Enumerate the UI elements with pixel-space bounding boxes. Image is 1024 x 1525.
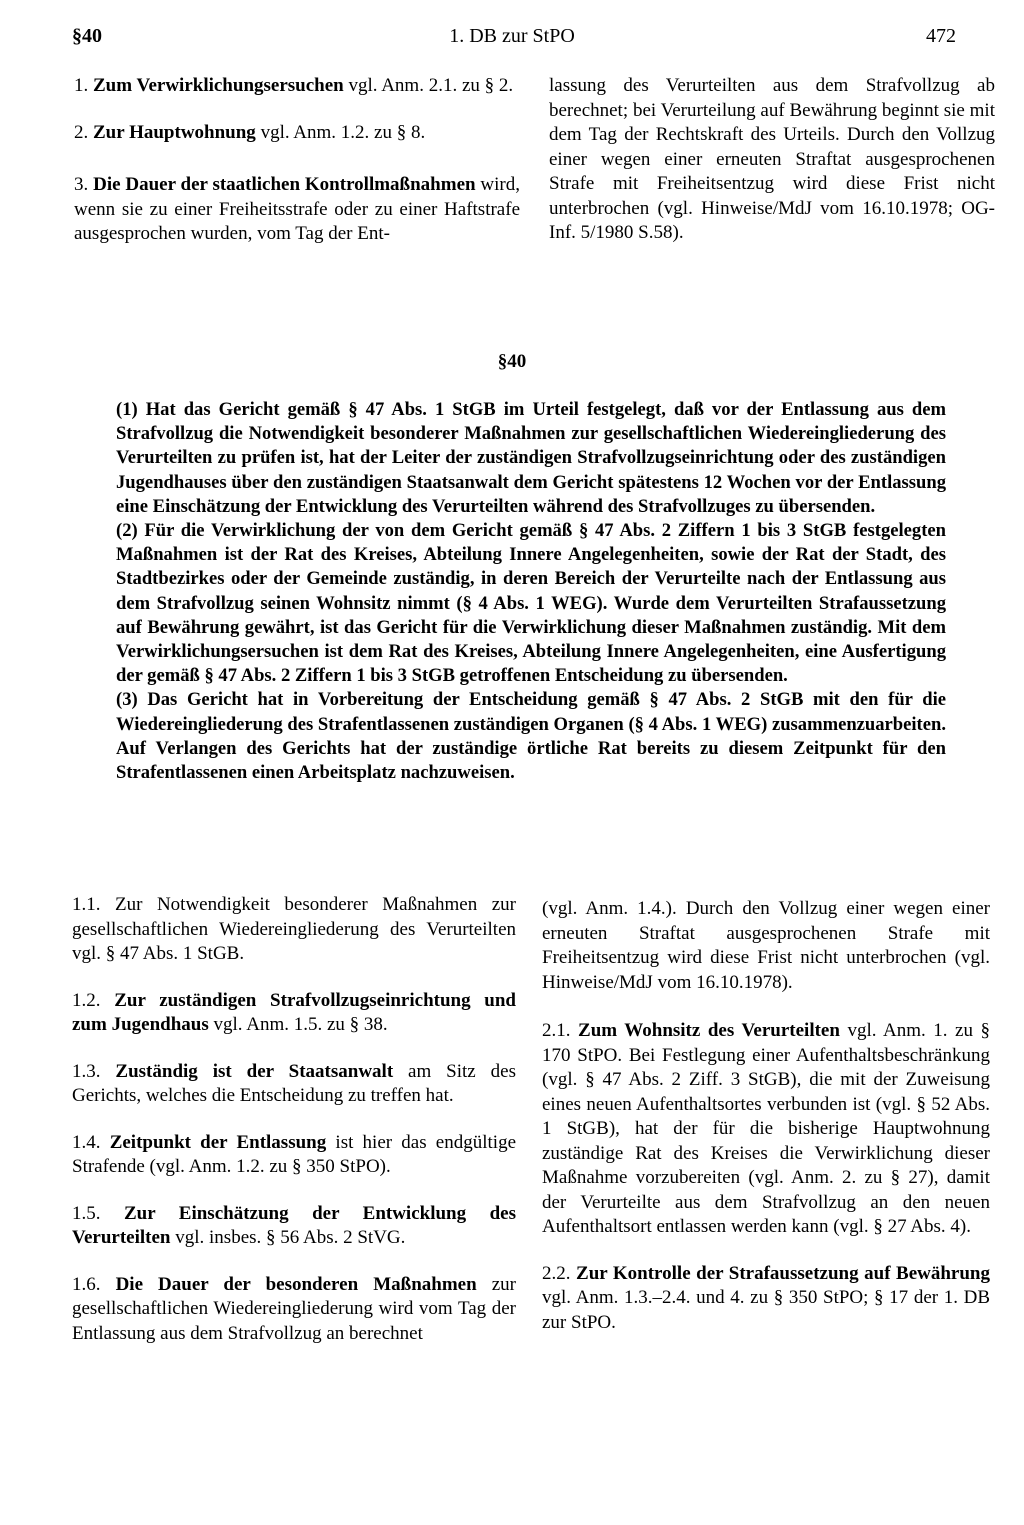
annotation-1-6-continuation: (vgl. Anm. 1.4.). Durch den Vollzug einer wegen einer erneuten Straftat ausgesprochenen Strafe mit Freiheitsentzug wird diese Frist nicht unterbrochen (vgl. Hinweise/MdJ vom 16.10.1978). <box>542 898 990 993</box>
note-3-continuation: lassung des Verurteilten aus dem Strafvollzug ab berechnet; bei Verurteilung auf Bewährung beginnt sie mit dem Tag der Rechtskraft des Urteils. Durch den Vollzug einer wegen einer erneuten Straftat ausgesprochenen Strafe mit Freiheitsentzug wird diese Frist nicht unterbrochen (vgl. Hinweise/MdJ vom 16.10.1978; OG-Inf. 5/1980 S.58). <box>549 75 995 243</box>
header-title: 1. DB zur StPO <box>449 25 575 47</box>
annotation-1-6: 1.6. Die Dauer der besonderen Maßnahmen zur gesellschaftlichen Wiedereingliederung wird vom Tag der Entlassung aus dem Strafvollzug an berechnet <box>72 1273 516 1344</box>
top-left-column <box>74 74 520 247</box>
law-paragraph-2: (2) Für die Verwirklichung der von dem Gericht gemäß § 47 Abs. 2 Ziffern 1 bis 3 StGB festgelegten Maßnahmen ist der Rat des Kreises, Abteilung Innere Angelegenheiten, sowie der Rat der Stadt, des Stadtbezirkes oder der Gemeinde zuständig, in deren Bereich der Verurteilte nach der Entlassung aus dem Strafvollzug seinen Wohnsitz nimmt (§ 4 Abs. 1 WEG). Wurde dem Verurteilten Strafaussetzung auf Bewährung gewährt, ist das Gericht für die Verwirklichung dieser Maßnahmen zuständig. Mit dem Verwirklichungsersuchen ist dem Rat des Kreises, Abteilung Innere Angelegenheiten, eine Ausfertigung der gemäß § 47 Abs. 2 Ziffern 1 bis 3 StGB getroffenen Entscheidung zu übersenden. <box>116 520 946 687</box>
bottom-left-column <box>72 893 516 1346</box>
law-paragraph-1: (1) Hat das Gericht gemäß § 47 Abs. 1 StGB im Urteil festgelegt, daß vor der Entlassung aus dem Strafvollzug die Notwendigkeit besonderer Maßnahmen zur gesellschaftlichen Wiedereingliederung des Verurteilten zu prüfen ist, hat der Leiter der zuständigen Strafvollzugseinrichtung oder des zuständigen Jugendhauses über den zuständigen Staatsanwalt dem Gericht spätestens 12 Wochen vor der Entlassung eine Einschätzung der Entwicklung des Verurteilten während des Strafvollzuges zu übersenden. <box>116 399 946 517</box>
top-right-column <box>549 74 995 246</box>
annotation-1-3: 1.3. Zuständig ist der Staatsanwalt am Sitz des Gerichts, welches die Entscheidung zu treffen hat. <box>72 1060 516 1106</box>
header-section: §40 <box>72 25 102 47</box>
annotation-1-1: 1.1. Zur Notwendigkeit besonderer Maßnahmen zur gesellschaftlichen Wiedereingliederung des Verurteilten vgl. § 47 Abs. 1 StGB. <box>72 894 517 964</box>
law-paragraph-3: (3) Das Gericht hat in Vorbereitung der Entscheidung gemäß § 47 Abs. 2 StGB mit den für die Wiedereingliederung des Strafentlassenen zuständigen Organen (§ 4 Abs. 1 WEG) zusammenzuarbeiten. Auf Verlangen des Gerichts hat der zuständige örtliche Rat bereits zu diesem Zeitpunkt für den Strafentlassenen einen Arbeitsplatz nachzuweisen. <box>116 689 946 784</box>
annotation-1-4: 1.4. Zeitpunkt der Entlassung ist hier das endgültige Strafende (vgl. Anm. 1.2. zu § 350 StPO). <box>72 1131 516 1177</box>
annotation-1-5: 1.5. Zur Einschätzung der Entwicklung des Verurteilten vgl. insbes. § 56 Abs. 2 StVG. <box>72 1202 516 1248</box>
law-text <box>116 398 946 785</box>
note-1: 1. Zum Verwirklichungsersuchen vgl. Anm. 2.1. zu § 2. <box>74 75 514 96</box>
section-title: §40 <box>497 351 527 372</box>
note-2: 2. Zur Hauptwohnung vgl. Anm. 1.2. zu § 8. <box>74 121 426 143</box>
annotation-2-2: 2.2. Zur Kontrolle der Strafaussetzung auf Bewährung vgl. Anm. 1.3.–2.4. und 4. zu § 350 StPO; § 17 der 1. DB zur StPO. <box>542 1262 990 1333</box>
annotation-2-1: 2.1. Zum Wohnsitz des Verurteilten vgl. Anm. 1. zu § 170 StPO. Bei Festlegung einer Aufenthaltsbeschränkung (vgl. § 47 Abs. 2 Ziff. 3 StGB), die mit der Zuweisung eines neuen Aufenthaltsortes verbunden ist (vgl. § 52 Abs. 1 StGB), hat der für die bisherige Hauptwohnung zuständige Rat des Kreises die Verwirklichung dieser Maßnahme vorzubereiten (vgl. Anm. 2. zu § 27), damit der Verurteilte aus dem Strafvollzug an den neuen Aufenthaltsort entlassen werden kann (vgl. § 27 Abs. 4). <box>542 1020 991 1237</box>
bottom-right-column <box>542 897 990 1335</box>
page-number: 472 <box>926 25 956 47</box>
note-3: 3. Die Dauer der staatlichen Kontrollmaßnahmen wird, wenn sie zu einer Freiheitsstrafe oder zu einer Haftstrafe ausgesprochen wurden, vom Tag der Ent- <box>74 174 520 244</box>
annotation-1-2: 1.2. Zur zuständigen Strafvollzugseinrichtung und zum Jugendhaus vgl. Anm. 1.5. zu § 38. <box>72 989 516 1035</box>
